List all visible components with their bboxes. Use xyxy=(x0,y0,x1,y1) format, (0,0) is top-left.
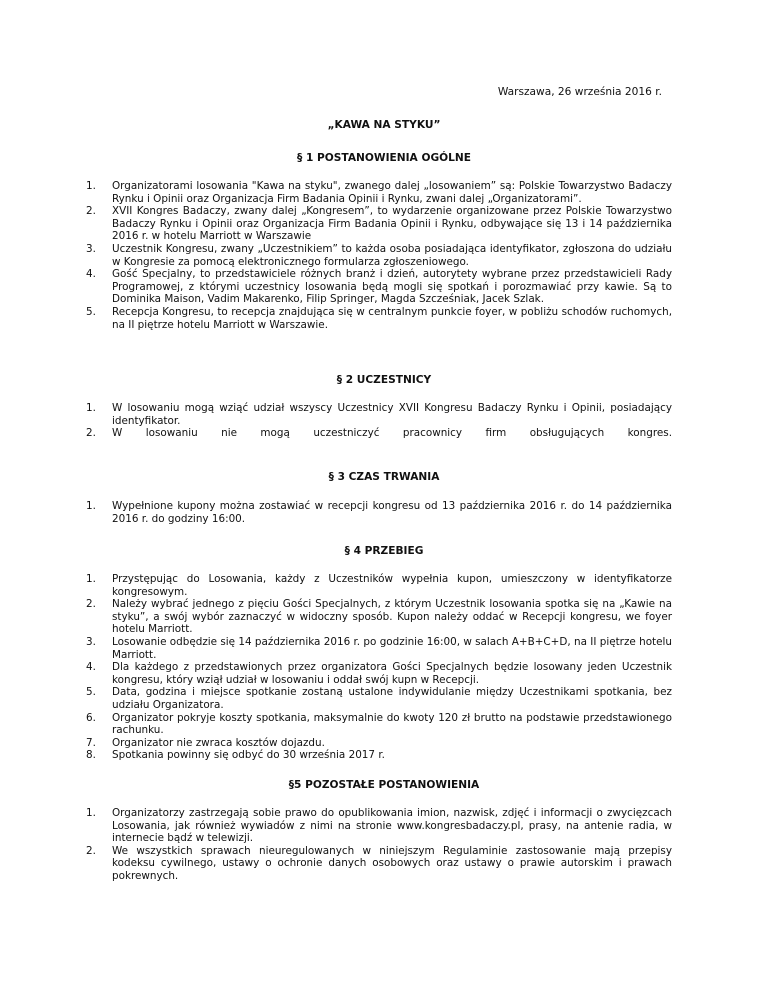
item-number: 1. xyxy=(86,500,96,512)
item-number: 1. xyxy=(86,807,96,819)
item-number: 2. xyxy=(86,427,96,440)
item-number: 1. xyxy=(86,180,96,192)
item-number: 4. xyxy=(86,661,96,674)
list-item xyxy=(86,807,672,845)
list-item xyxy=(86,402,672,427)
item-number: 5. xyxy=(86,305,96,318)
item-text: Należy wybrać jednego z pięciu Gości Specjalnych, z którym Uczestnik losowania spotka się na „Kawie na styku”, a swój wybór zaznaczyć w widoczny sposób. Kupon należy oddać w Recepcji kongresu, we foyer hotelu Marriott. xyxy=(112,598,672,636)
list-item xyxy=(86,427,672,440)
section-4-list xyxy=(86,573,672,762)
item-text: Organizatorzy zastrzegają sobie prawo do opublikowania imion, nazwisk, zdjęć i informacji o zwycięzcach Losowania, jak również wywiadów z nimi na stronie www.kongresbadaczy.pl, prasy, na antenie radia, w internecie bądź w telewizji. xyxy=(112,807,672,845)
item-text: Uczestnik Kongresu, zwany „Uczestnikiem” to każda osoba posiadająca identyfikator, zgłoszona do udziału w Kongresie za pomocą elektronicznego formularza zgłoszeniowego. xyxy=(112,242,672,268)
section-heading-1: § 1 POSTANOWIENIA OGÓLNE xyxy=(296,152,472,164)
list-item xyxy=(86,268,672,306)
item-text: Losowanie odbędzie się 14 października 2016 r. po godzinie 16:00, w salach A+B+C+D, na II piętrze hotelu Marriott. xyxy=(112,635,672,661)
list-item xyxy=(86,180,672,205)
item-number: 2. xyxy=(86,205,96,218)
item-text: W losowaniu mogą wziąć udział wszyscy Uczestnicy XVII Kongresu Badaczy Rynku i Opinii, posiadający identyfikator. xyxy=(112,402,672,427)
item-text: Organizator pokryje koszty spotkania, maksymalnie do kwoty 120 zł brutto na podstawie przedstawionego rachunku. xyxy=(112,711,672,737)
list-item xyxy=(86,736,672,750)
list-item xyxy=(86,686,672,711)
section-heading-4: § 4 PRZEBIEG xyxy=(344,545,424,557)
section-heading-5: §5 POZOSTAŁE POSTANOWIENIA xyxy=(288,779,480,791)
item-text: Organizatorami losowania "Kawa na styku", zwanego dalej „losowaniem” są: Polskie Towarzystwo Badaczy Rynku i Opinii oraz Organizacja Firm Badania Opinii i Rynku, zwani dalej „Organizatorami”. xyxy=(112,180,672,205)
list-item xyxy=(86,749,672,762)
item-number: 4. xyxy=(86,268,96,281)
section-1-list xyxy=(86,180,672,331)
list-item xyxy=(86,635,672,661)
item-number: 2. xyxy=(86,844,96,857)
item-text: W losowaniu nie mogą uczestniczyć pracownicy firm obsługujących kongres. xyxy=(112,427,672,440)
date-line: Warszawa, 26 września 2016 r. xyxy=(497,86,662,98)
list-item xyxy=(86,500,672,525)
item-number: 2. xyxy=(86,598,96,611)
item-text: Przystępując do Losowania, każdy z Uczestników wypełnia kupon, umieszczony w identyfikatorze kongresowym. xyxy=(112,573,672,598)
item-number: 8. xyxy=(86,749,96,762)
section-heading-2: § 2 UCZESTNICY xyxy=(336,374,432,386)
item-number: 3. xyxy=(86,242,96,255)
list-item xyxy=(86,573,672,598)
item-text: Organizator nie zwraca kosztów dojazdu. xyxy=(112,736,325,749)
item-number: 7. xyxy=(86,736,96,749)
item-text: We wszystkich sprawach nieuregulowanych w niniejszym Regulaminie zastosowanie mają przepisy kodeksu cywilnego, ustawy o ochronie danych osobowych oraz ustawy o prawie autorskim i prawach pokrewnych. xyxy=(112,844,672,882)
item-text: Wypełnione kupony można zostawiać w recepcji kongresu od 13 października 2016 r. do 14 października 2016 r. do godziny 16:00. xyxy=(112,500,672,525)
section-5-list xyxy=(86,807,672,883)
list-item xyxy=(86,598,672,636)
list-item xyxy=(86,661,672,686)
item-text: Gość Specjalny, to przedstawiciele różnych branż i dzień, autorytety wybrane przez przedstawicieli Rady Programowej, z którymi uczestnicy losowania będą mogli się spotkań i porozmawiać przy kawie. Są to Dominika Maison, Vadim Makarenko, Filip Springer, Magda Szcześniak, Jacek Szlak. xyxy=(112,268,672,306)
item-text: Spotkania powinny się odbyć do 30 września 2017 r. xyxy=(112,749,385,762)
list-item xyxy=(86,305,672,331)
item-number: 1. xyxy=(86,573,96,585)
list-item xyxy=(86,711,672,737)
item-number: 5. xyxy=(86,686,96,699)
item-number: 3. xyxy=(86,635,96,648)
item-text: Data, godzina i miejsce spotkanie zostaną ustalone indywidulanie między Uczestnikami spotkania, bez udziału Organizatora. xyxy=(112,686,672,711)
item-text: XVII Kongres Badaczy, zwany dalej „Kongresem”, to wydarzenie organizowane przez Polskie Towarzystwo Badaczy Rynku i Opinii oraz Organizacja Firm Badania Opinii i Rynku, odbywające się 13 i 14 października 2016 r. w hotelu Marriott w Warszawie xyxy=(112,205,672,243)
list-item xyxy=(86,205,672,243)
item-text: Dla każdego z przedstawionych przez organizatora Gości Specjalnych będzie losowany jeden Uczestnik kongresu, który wziął udział w losowaniu i oddał swój kupn w Recepcji. xyxy=(112,661,672,686)
section-2-list xyxy=(86,402,672,440)
document-title: „KAWA NA STYKU” xyxy=(327,119,441,131)
item-number: 6. xyxy=(86,711,96,724)
list-item xyxy=(86,242,672,268)
section-heading-3: § 3 CZAS TRWANIA xyxy=(328,471,440,483)
item-text: Recepcja Kongresu, to recepcja znajdująca się w centralnym punkcie foyer, w pobliżu schodów ruchomych, na II piętrze hotelu Marriott w Warszawie. xyxy=(112,305,672,331)
list-item xyxy=(86,844,672,883)
item-number: 1. xyxy=(86,402,96,414)
section-3-list xyxy=(86,500,672,525)
